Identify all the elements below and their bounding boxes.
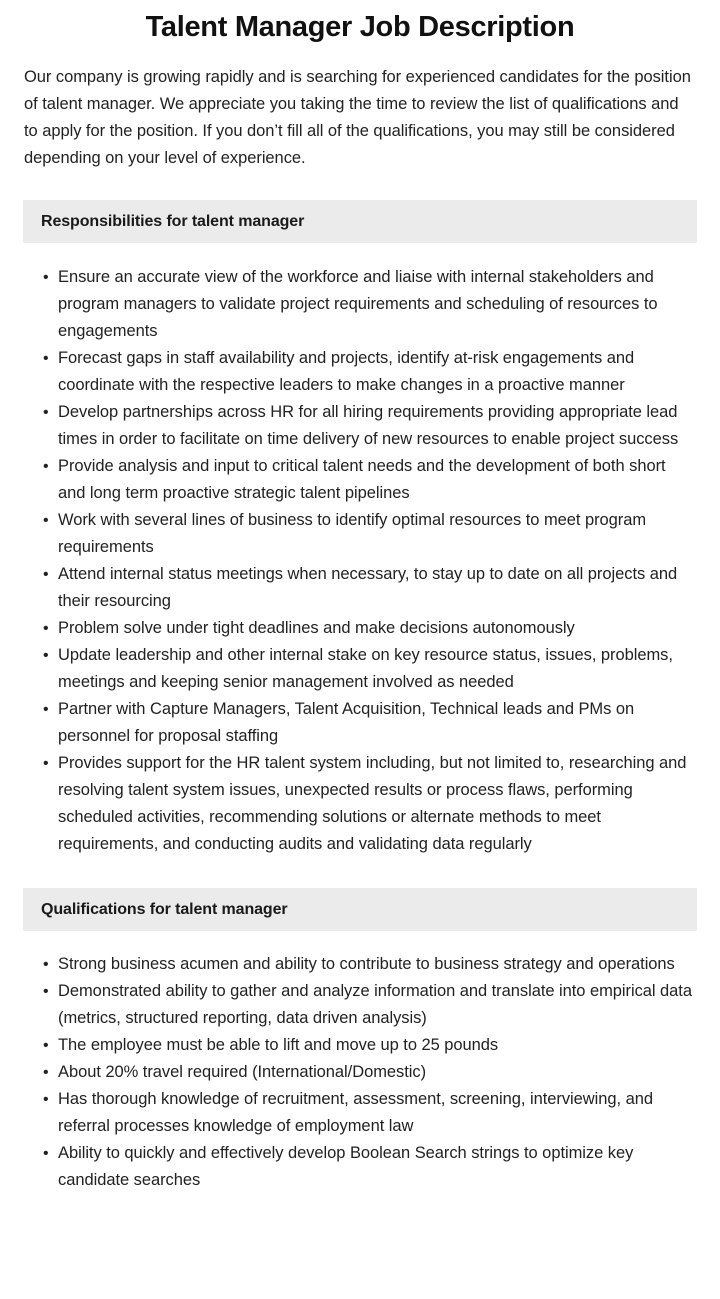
bullet-icon: •: [43, 1064, 49, 1081]
bullet-icon: •: [43, 956, 49, 973]
list-item-text: Work with several lines of business to identify optimal resources to meet program requirements: [58, 511, 647, 556]
section-responsibilities: [0, 200, 720, 858]
list-item: [0, 345, 720, 399]
responsibilities-list: [0, 243, 720, 858]
list-item: [0, 399, 720, 453]
list-item: [0, 1059, 720, 1086]
section-qualifications: [0, 888, 720, 1194]
page-title: Talent Manager Job Description: [145, 11, 575, 43]
bullet-icon: •: [43, 350, 49, 367]
list-item: [0, 615, 720, 642]
bullet-icon: •: [43, 566, 49, 583]
list-item: [0, 264, 720, 345]
list-item-text: Update leadership and other internal stake on key resource status, issues, problems, meetings and keeping senior management involved as needed: [58, 646, 673, 691]
list-item-text: The employee must be able to lift and move up to 25 pounds: [58, 1036, 499, 1054]
qualifications-list: [0, 931, 720, 1194]
list-item-text: Ensure an accurate view of the workforce and liaise with internal stakeholders and program managers to validate project requirements and scheduling of resources to engagements: [58, 268, 658, 340]
bullet-icon: •: [43, 755, 49, 772]
section-heading-responsibilities: Responsibilities for talent manager: [23, 200, 697, 243]
list-item-text: Strong business acumen and ability to contribute to business strategy and operations: [58, 955, 675, 973]
bullet-icon: •: [43, 983, 49, 1000]
section-heading-qualifications: Qualifications for talent manager: [23, 888, 697, 931]
list-item: [0, 453, 720, 507]
list-item-text: Provides support for the HR talent system including, but not limited to, researching and resolving talent system issues, unexpected results or process flaws, performing scheduled activities, recommending solutions or alternate methods to meet requirements, and conducting audits and validating data regularly: [58, 754, 687, 853]
intro-paragraph: Our company is growing rapidly and is searching for experienced candidates for the position of talent manager. We appreciate you taking the time to review the list of qualifications and to apply for the position. If you don’t fill all of the qualifications, you may still be considered depending on your level of experience.: [24, 68, 691, 167]
list-item: [0, 750, 720, 858]
list-item-text: Has thorough knowledge of recruitment, assessment, screening, interviewing, and referral processes knowledge of employment law: [58, 1090, 653, 1135]
bullet-icon: •: [43, 512, 49, 529]
list-item-text: Ability to quickly and effectively develop Boolean Search strings to optimize key candidate searches: [58, 1144, 634, 1189]
list-item: [0, 561, 720, 615]
list-item-text: Forecast gaps in staff availability and projects, identify at-risk engagements and coordinate with the respective leaders to make changes in a proactive manner: [58, 349, 635, 394]
list-item-text: Problem solve under tight deadlines and make decisions autonomously: [58, 619, 575, 637]
list-item: [0, 1032, 720, 1059]
list-item-text: Partner with Capture Managers, Talent Acquisition, Technical leads and PMs on personnel for proposal staffing: [58, 700, 635, 745]
list-item: [0, 696, 720, 750]
bullet-icon: •: [43, 1145, 49, 1162]
bullet-icon: •: [43, 647, 49, 664]
bullet-icon: •: [43, 269, 49, 286]
list-item-text: Attend internal status meetings when necessary, to stay up to date on all projects and their resourcing: [58, 565, 678, 610]
list-item: [0, 507, 720, 561]
list-item: [0, 978, 720, 1032]
list-item-text: About 20% travel required (International/Domestic): [58, 1063, 427, 1081]
bullet-icon: •: [43, 1037, 49, 1054]
list-item: [0, 951, 720, 978]
bullet-icon: •: [43, 404, 49, 421]
list-item-text: Demonstrated ability to gather and analyze information and translate into empirical data (metrics, structured reporting, data driven analysis): [58, 982, 692, 1027]
bullet-icon: •: [43, 701, 49, 718]
list-item: [0, 1086, 720, 1140]
list-item-text: Provide analysis and input to critical talent needs and the development of both short and long term proactive strategic talent pipelines: [58, 457, 666, 502]
list-item-text: Develop partnerships across HR for all hiring requirements providing appropriate lead times in order to facilitate on time delivery of new resources to enable project success: [58, 403, 679, 448]
page-bottom-spacer: [0, 1194, 720, 1238]
list-item: [0, 1140, 720, 1194]
list-item: [0, 642, 720, 696]
bullet-icon: •: [43, 1091, 49, 1108]
bullet-icon: •: [43, 458, 49, 475]
bullet-icon: •: [43, 620, 49, 637]
